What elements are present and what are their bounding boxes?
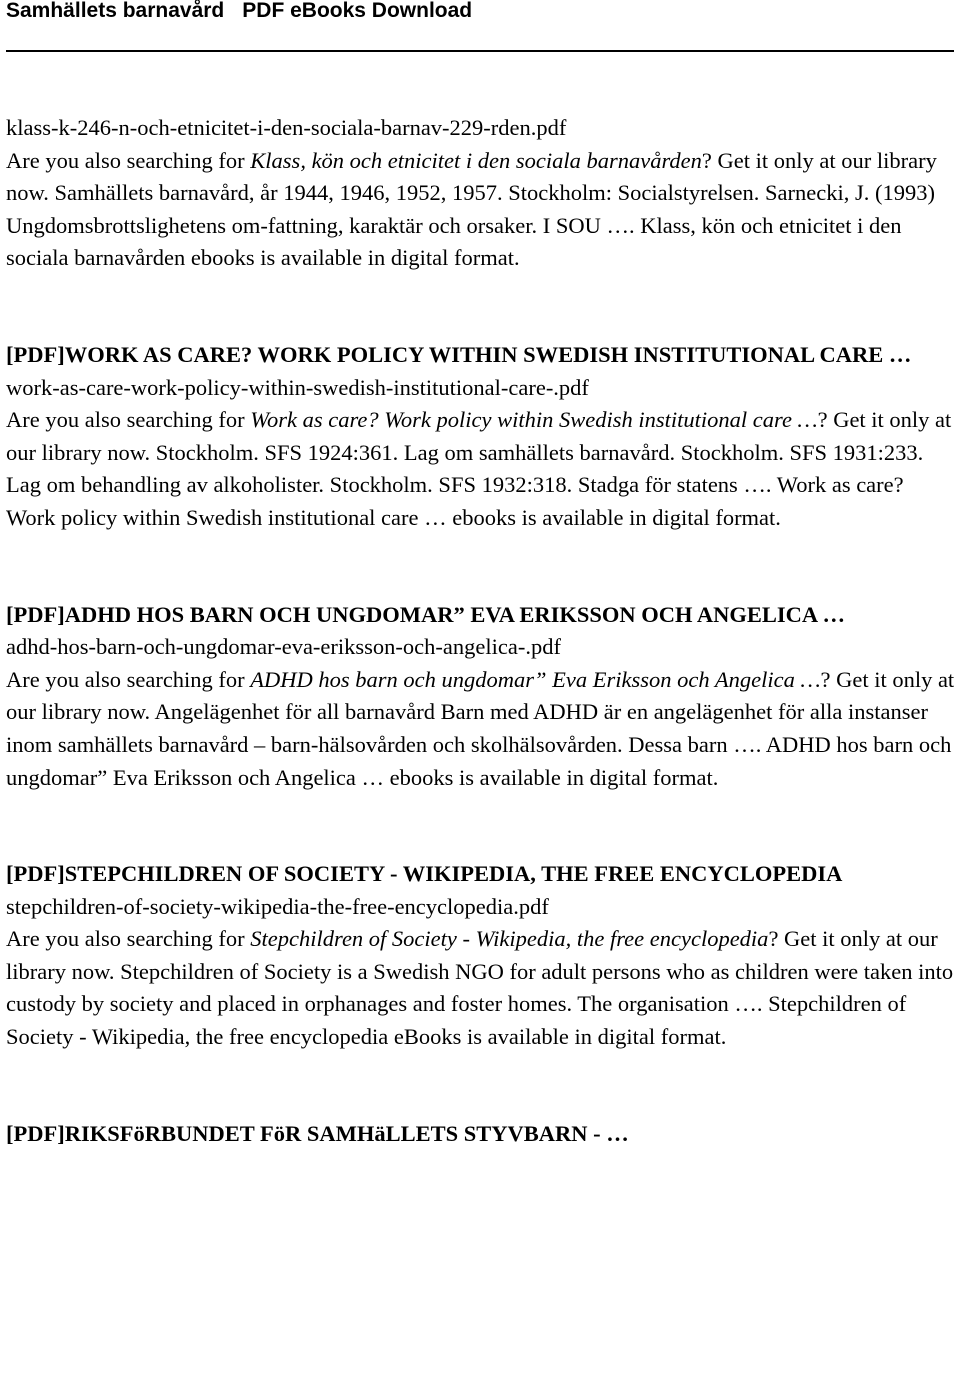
header-title xyxy=(6,0,472,23)
result-item xyxy=(6,339,958,535)
result-item xyxy=(6,1118,958,1151)
result-filename: work-as-care-work-policy-within-swedish-institutional-care-.pdf xyxy=(6,374,589,400)
site-title: Samhällets barnavård xyxy=(6,0,225,22)
result-lead: Are you also searching for xyxy=(6,926,251,952)
result-description xyxy=(6,145,958,275)
result-lead: Are you also searching for xyxy=(6,407,251,433)
result-title-link[interactable]: [PDF]ADHD HOS BARN OCH UNGDOMAR” EVA ERIKSSON OCH ANGELICA … xyxy=(6,601,846,627)
result-description xyxy=(6,664,958,794)
result-body: ? Get it only at our library now. Stepchildren of Society is a Swedish NGO for adult persons who as children were taken into custody by society and placed in orphanages and foster homes. The organisation …. Stepchildren of Society - Wikipedia, the free encyclopedia eBooks is available in digital format. xyxy=(6,926,954,1050)
result-query: Work as care? Work policy within Swedish institutional care … xyxy=(250,407,818,433)
result-title-link[interactable]: [PDF]WORK AS CARE? WORK POLICY WITHIN SWEDISH INSTITUTIONAL CARE … xyxy=(6,341,912,367)
result-filename: klass-k-246-n-och-etnicitet-i-den-sociala-barnav-229-rden.pdf xyxy=(6,115,567,140)
result-lead: Are you also searching for xyxy=(6,666,251,692)
results-list xyxy=(6,112,958,1150)
result-description xyxy=(6,923,958,1053)
result-query: Stepchildren of Society - Wikipedia, the free encyclopedia xyxy=(250,926,769,952)
result-body: ? Get it only at our library now. Angelägenhet för all barnavård Barn med ADHD är en angelägenhet för alla instanser inom samhällets barnavård – barn-hälsovården och skolhälsovården. Dessa barn …. ADHD hos barn och ungdomar” Eva Eriksson och Angelica … ebooks is available in digital format. xyxy=(6,666,955,790)
result-query: ADHD hos barn och ungdomar” Eva Eriksson och Angelica … xyxy=(250,666,821,692)
result-item xyxy=(6,112,958,275)
result-body: ? Get it only at our library now. Stockholm. SFS 1924:361. Lag om samhällets barnavård. Stockholm. SFS 1931:233. Lag om behandling av alkoholister. Stockholm. SFS 1932:318. Stadga för statens …. Work as care? Work policy within Swedish institutional care … ebooks is available in digital format. xyxy=(6,407,952,530)
page-header xyxy=(6,0,954,52)
result-item xyxy=(6,858,958,1054)
result-lead: Are you also searching for xyxy=(6,147,251,173)
result-title-link[interactable]: [PDF]STEPCHILDREN OF SOCIETY - WIKIPEDIA, THE FREE ENCYCLOPEDIA xyxy=(6,861,843,887)
result-filename: stepchildren-of-society-wikipedia-the-free-encyclopedia.pdf xyxy=(6,893,549,919)
result-query: Klass, kön och etnicitet i den sociala barnavården xyxy=(250,147,702,173)
result-title-link[interactable]: [PDF]RIKSFöRBUNDET FöR SAMHäLLETS STYVBARN - … xyxy=(6,1120,629,1146)
site-subtitle: PDF eBooks Download xyxy=(242,0,473,22)
result-body: ? Get it only at our library now. Samhällets barnavård, år 1944, 1946, 1952, 1957. Stockholm: Socialstyrelsen. Sarnecki, J. (1993) Ungdomsbrottslighetens om-fattning, karaktär och orsaker. I SOU …. Klass, kön och etnicitet i den sociala barnavården ebooks is available in digital format. xyxy=(6,147,937,271)
result-description xyxy=(6,404,958,534)
result-filename: adhd-hos-barn-och-ungdomar-eva-eriksson-och-angelica-.pdf xyxy=(6,634,561,660)
result-item xyxy=(6,599,958,795)
